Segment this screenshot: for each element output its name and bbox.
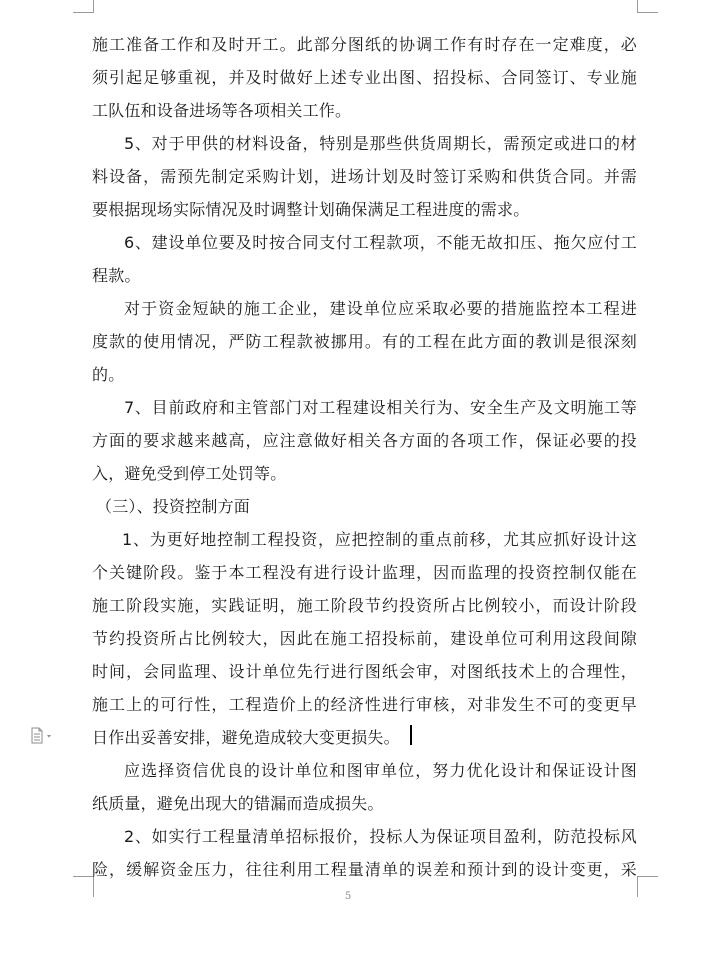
text-line: 7、目前政府和主管部门对工程建设相关行为、安全生产及文明施工等 [124,398,637,417]
crop-mark-top-left [73,0,94,13]
text-line: 险，缓解资金压力，往往利用工程量清单的误差和预计到的设计变更，采 [92,860,637,879]
text-line: 2、如实行工程量清单招标报价，投标人为保证项目盈利，防范投标风 [124,827,637,846]
text-line: 日作出妥善安排，避免造成较大变更损失。 [92,728,400,747]
crop-mark-top-right [637,0,658,13]
text-line: 料设备，需预先制定采购计划，进场计划及时签订采购和供货合同。并需 [92,167,637,186]
text-line: 要根据现场实际情况及时调整计划确保满足工程进度的需求。 [92,200,530,219]
document-options-icon[interactable] [30,727,56,745]
text-line: 方面的要求越来越高，应注意做好相关各方面的各项工作，保证必要的投 [92,431,637,450]
text-cursor [410,725,412,745]
text-line: 的。 [92,365,125,384]
text-line: 程款。 [92,266,141,285]
text-line: 纸质量，避免出现大的错漏而造成损失。 [92,794,384,813]
section-heading: （三）、投资控制方面 [96,497,251,516]
text-line: 工队伍和设备进场等各项相关工作。 [92,101,352,120]
text-line: 施工上的可行性，工程造价上的经济性进行审核，对非发生不可的变更早 [92,695,637,714]
text-line: 入，避免受到停工处罚等。 [92,464,287,483]
text-line: 个关键阶段。鉴于本工程没有进行设计监理，因而监理的投资控制仅能在 [92,563,637,582]
text-line: 6、建设单位要及时按合同支付工程款项，不能无故扣压、拖欠应付工 [124,233,637,252]
crop-mark-bottom-left [73,876,94,897]
page-number: 5 [344,891,352,902]
text-line: 5、对于甲供的材料设备，特别是那些供货周期长，需预定或进口的材 [124,134,637,153]
text-line: 1、为更好地控制工程投资，应把控制的重点前移，尤其应抓好设计这 [122,530,637,549]
text-line: 度款的使用情况，严防工程款被挪用。有的工程在此方面的教训是很深刻 [92,332,637,351]
text-line: 须引起足够重视，并及时做好上述专业出图、招投标、合同签订、专业施 [92,68,637,87]
text-line: 施工准备工作和及时开工。此部分图纸的协调工作有时存在一定难度，必 [92,35,637,54]
text-line: 施工阶段实施，实践证明，施工阶段节约投资所占比例较小，而设计阶段 [92,596,637,615]
text-line: 节约投资所占比例较大，因此在施工招投标前，建设单位可利用这段间隙 [92,629,637,648]
text-line: 时间，会同监理、设计单位先行进行图纸会审，对图纸技术上的合理性， [92,662,637,681]
text-line: 应选择资信优良的设计单位和图审单位，努力优化设计和保证设计图 [124,761,637,780]
crop-mark-bottom-right [637,876,658,897]
text-line: 对于资金短缺的施工企业，建设单位应采取必要的措施监控本工程进 [124,299,637,318]
